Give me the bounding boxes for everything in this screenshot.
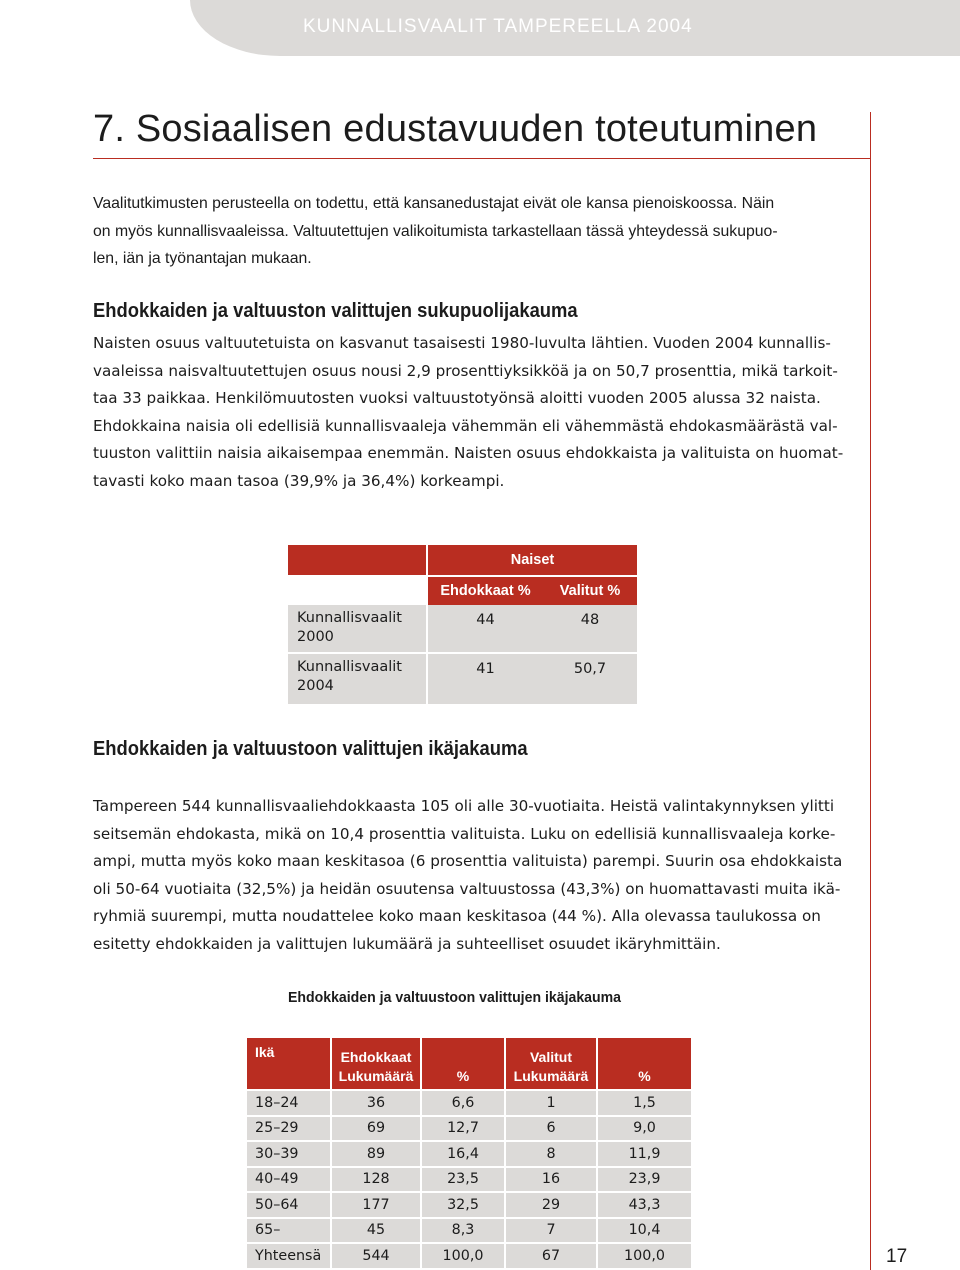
table-row: [247, 1167, 691, 1193]
table-cell: 36: [331, 1090, 421, 1116]
table-empty-cell: [288, 575, 426, 605]
margin-rule-vertical: [870, 112, 871, 1270]
table-cell: 43,3: [597, 1192, 691, 1218]
table-cell: 16,4: [421, 1141, 505, 1167]
table-cell: 100,0: [421, 1243, 505, 1268]
column-header-candidates-count: [331, 1038, 421, 1090]
table-row: [247, 1192, 691, 1218]
table-cell: 11,9: [597, 1141, 691, 1167]
table-cell: 23,9: [597, 1167, 691, 1193]
table-cell: 7: [505, 1218, 597, 1244]
row-label-line: Kunnallisvaalit: [297, 610, 402, 626]
gender-table: [288, 545, 637, 704]
table-cell: 128: [331, 1167, 421, 1193]
header-line: Lukumäärä: [513, 1068, 589, 1084]
text-line: Tampereen 544 kunnallisvaaliehdokkaasta 105 oli alle 30-vuotiaita. Heistä valintakynnyksen ylitti: [93, 797, 835, 815]
header-line: Lukumäärä: [338, 1068, 414, 1084]
table-cell: 8: [505, 1141, 597, 1167]
age-paragraph: [93, 793, 845, 958]
text-line: esitetty ehdokkaiden ja valittujen lukumäärä ja suhteelliset osuudet ikäryhmittäin.: [93, 934, 721, 953]
column-header-candidates-pct: %: [421, 1038, 505, 1090]
chapter-title: 7. Sosiaalisen edustavuuden toteutuminen: [93, 108, 818, 150]
title-underline: [93, 158, 870, 159]
text-line: tavasti koko maan tasoa (39,9% ja 36,4%) korkeampi.: [93, 471, 505, 490]
text-line: ryhmiä suurempi, mutta noudattelee koko maan keskitasoa (44 %). Alla olevassa taulukossa on: [93, 907, 821, 925]
table-cell: 44: [426, 605, 543, 652]
age-section-heading: Ehdokkaiden ja valtuustoon valittujen ikäjakauma: [93, 738, 528, 760]
text-line: ampi, mutta myös koko maan keskitasoa (6 prosenttia valituista) parempi. Suurin osa ehdokkaista: [93, 852, 843, 870]
age-cell: 65–: [247, 1218, 331, 1244]
row-label: [288, 605, 426, 652]
table-group-header: Naiset: [426, 545, 637, 575]
age-cell: Yhteensä: [247, 1243, 331, 1268]
text-line: Ehdokkaina naisia oli edellisiä kunnallisvaaleja vähemmän eli vähemmästä ehdokasmäärästä val-: [93, 416, 838, 435]
table-cell: 6,6: [421, 1090, 505, 1116]
text-line: tuuston valittiin naisia aikaisempaa enemmän. Naisten osuus ehdokkaista ja valituista on huomat-: [93, 444, 844, 462]
table-cell: 12,7: [421, 1116, 505, 1142]
header-line: Valitut: [529, 1049, 572, 1065]
table-header-row: [247, 1038, 691, 1090]
table-cell: 29: [505, 1192, 597, 1218]
age-cell: 50–64: [247, 1192, 331, 1218]
table-cell: 544: [331, 1243, 421, 1268]
column-header-elected-count: [505, 1038, 597, 1090]
text-line: Vaalitutkimusten perusteella on todettu, että kansanedustajat eivät ole kansa pienoiskoossa. Näin: [93, 195, 775, 212]
table-cell: 69: [331, 1116, 421, 1142]
table-corner-cell: [288, 545, 426, 575]
table-cell: 100,0: [597, 1243, 691, 1268]
table-row: [247, 1141, 691, 1167]
text-line: Naisten osuus valtuutetuista on kasvanut tasaisesti 1980-luvulta lähtien. Vuoden 2004 kunnallis-: [93, 334, 831, 352]
table-cell: 50,7: [543, 654, 637, 704]
table-cell: 177: [331, 1192, 421, 1218]
age-cell: 25–29: [247, 1116, 331, 1142]
table-cell: 41: [426, 654, 543, 704]
header-line: Ehdokkaat: [340, 1049, 412, 1065]
table-cell: 48: [543, 605, 637, 652]
table-cell: 45: [331, 1218, 421, 1244]
table-cell: 16: [505, 1167, 597, 1193]
table-cell: 6: [505, 1116, 597, 1142]
age-table-caption: Ehdokkaiden ja valtuustoon valittujen ikäjakauma: [288, 989, 622, 1006]
running-header: KUNNALLISVAALIT TAMPEREELLA 2004: [303, 16, 693, 37]
gender-paragraph: [93, 330, 845, 495]
text-line: seitsemän ehdokasta, mikä on 10,4 prosenttia valituista. Luku on edellisiä kunnallisvaaleja korke-: [93, 824, 836, 843]
table-total-row: [247, 1243, 691, 1268]
row-label-year: 2004: [297, 678, 334, 694]
intro-paragraph: [93, 190, 845, 273]
table-row: [247, 1218, 691, 1244]
row-label-line: Kunnallisvaalit: [297, 659, 402, 675]
text-line: vaaleissa naisvaltuutettujen osuus nousi 2,9 prosenttiyksikköä ja on 50,7 prosenttia, mikä tarkoit-: [93, 361, 838, 380]
column-header-candidates: Ehdokkaat %: [426, 575, 543, 605]
table-cell: 89: [331, 1141, 421, 1167]
table-cell: 10,4: [597, 1218, 691, 1244]
row-label: [288, 654, 426, 704]
column-header-age: Ikä: [247, 1038, 331, 1090]
table-cell: 8,3: [421, 1218, 505, 1244]
age-cell: 40–49: [247, 1167, 331, 1193]
table-cell: 23,5: [421, 1167, 505, 1193]
age-cell: 30–39: [247, 1141, 331, 1167]
age-cell: 18–24: [247, 1090, 331, 1116]
text-line: oli 50-64 vuotiaita (32,5%) ja heidän osuutensa valtuustossa (43,3%) on huomattavasti muita ikä-: [93, 879, 841, 898]
row-label-year: 2000: [297, 629, 334, 645]
table-row: [247, 1090, 691, 1116]
text-line: len, iän ja työnantajan mukaan.: [93, 250, 312, 267]
gender-section-heading: Ehdokkaiden ja valtuuston valittujen sukupuolijakauma: [93, 300, 578, 322]
table-cell: 1,5: [597, 1090, 691, 1116]
text-line: taa 33 paikkaa. Henkilömuutosten vuoksi valtuustotyönsä aloitti vuoden 2005 alussa 32 naista.: [93, 389, 821, 407]
table-cell: 67: [505, 1243, 597, 1268]
column-header-elected-pct: %: [597, 1038, 691, 1090]
table-cell: 9,0: [597, 1116, 691, 1142]
column-header-elected: Valitut %: [543, 575, 637, 605]
table-cell: 1: [505, 1090, 597, 1116]
page-number: 17: [886, 1246, 908, 1267]
table-row: [247, 1116, 691, 1142]
age-table: [247, 1038, 691, 1268]
text-line: on myös kunnallisvaaleissa. Valtuutettujen valikoitumista tarkastellaan tässä yhteydessä sukupuo-: [93, 222, 778, 240]
table-cell: 32,5: [421, 1192, 505, 1218]
